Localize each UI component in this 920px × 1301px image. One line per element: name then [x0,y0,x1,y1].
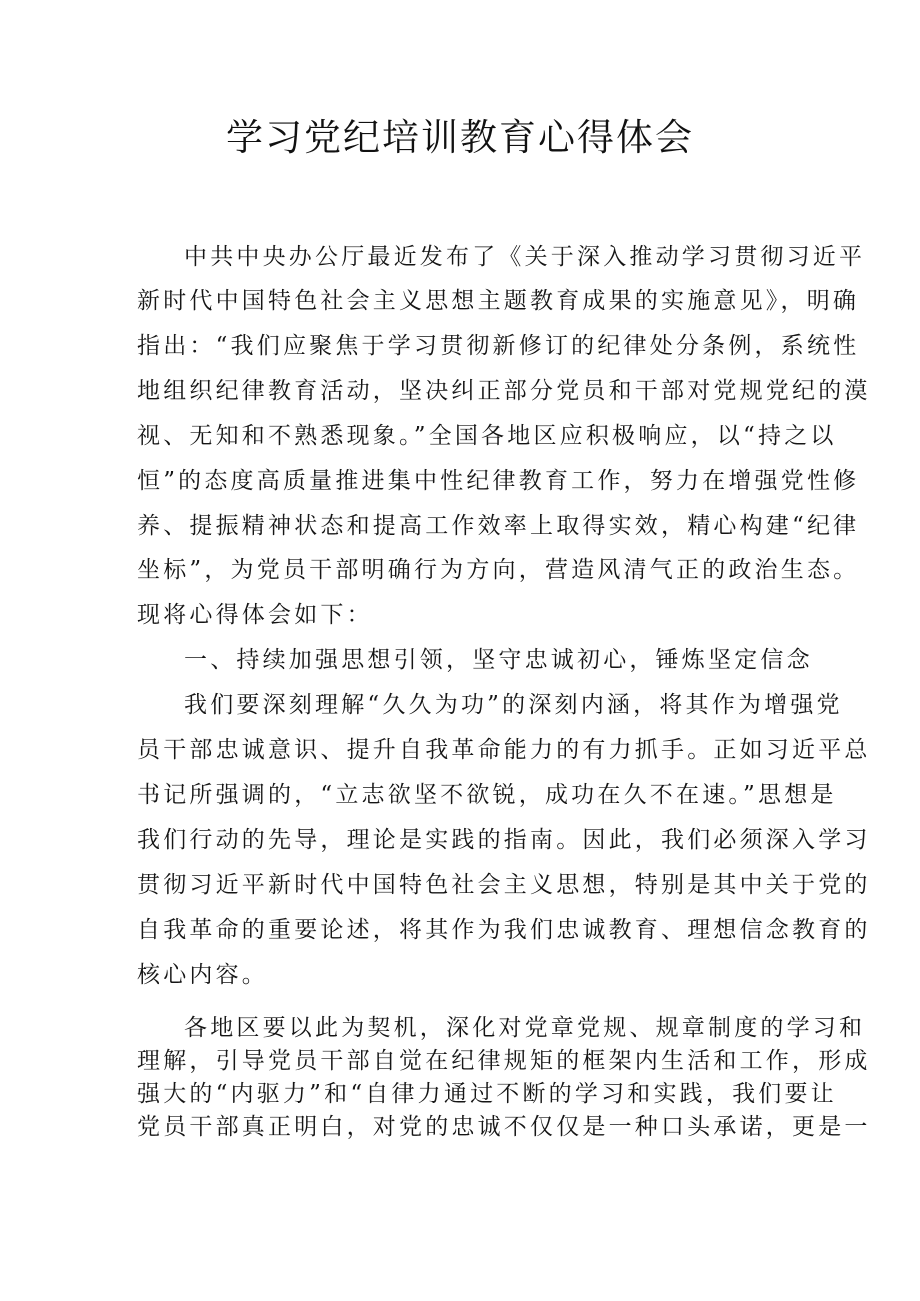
paragraph-line: 各地区要以此为契机，深化对党章党规、规章制度的学习和 [184,1015,866,1041]
paragraph-line: 贯彻习近平新时代中国特色社会主义思想，特别是其中关于党的 [137,872,871,898]
paragraph-line: 养、提振精神状态和提高工作效率上取得实效，精心构建“纪律 [137,513,860,539]
paragraph-line: 员干部忠诚意识、提升自我革命能力的有力抓手。正如习近平总 [137,737,871,763]
paragraph-line: 恒”的态度高质量推进集中性纪律教育工作，努力在增强党性修 [137,468,860,494]
section-heading: 一、持续加强思想引领，坚守忠诚初心，锤炼坚定信念 [184,647,813,673]
paragraph-line: 理解，引导党员干部自觉在纪律规矩的框架内生活和工作，形成 [137,1048,871,1074]
paragraph-line: 中共中央办公厅最近发布了《关于深入推动学习贯彻习近平 [184,244,866,270]
paragraph-line: 现将心得体会如下： [137,602,373,628]
paragraph-line: 我们行动的先导，理论是实践的指南。因此，我们必须深入学习 [137,827,871,853]
paragraph-line: 我们要深刻理解“久久为功”的深刻内涵，将其作为增强党 [184,692,843,718]
paragraph-line: 坐标”，为党员干部明确行为方向，营造风清气正的政治生态。 [137,557,860,583]
paragraph-line: 新时代中国特色社会主义思想主题教育成果的实施意见》，明确 [137,288,860,314]
paragraph-line: 自我革命的重要论述，将其作为我们忠诚教育、理想信念教育的 [137,917,871,943]
paragraph-line: 党员干部真正明白，对党的忠诚不仅仅是一种口头承诺，更是一 [137,1114,871,1140]
paragraph-line: 核心内容。 [137,962,268,988]
document-title: 学习党纪培训教育心得体会 [226,116,694,159]
paragraph-line: 指出：“我们应聚焦于学习贯彻新修订的纪律处分条例，系统性 [137,333,860,359]
paragraph-line: 视、无知和不熟悉现象。”全国各地区应积极响应，以“持之以 [137,423,837,449]
paragraph-line: 强大的“内驱力”和“自律力通过不断的学习和实践，我们要让 [137,1081,837,1107]
paragraph-line: 书记所强调的，“立志欲坚不欲锐，成功在久不在速。”思想是 [137,782,837,808]
paragraph-line: 地组织纪律教育活动，坚决纠正部分党员和干部对党规党纪的漠 [137,378,871,404]
